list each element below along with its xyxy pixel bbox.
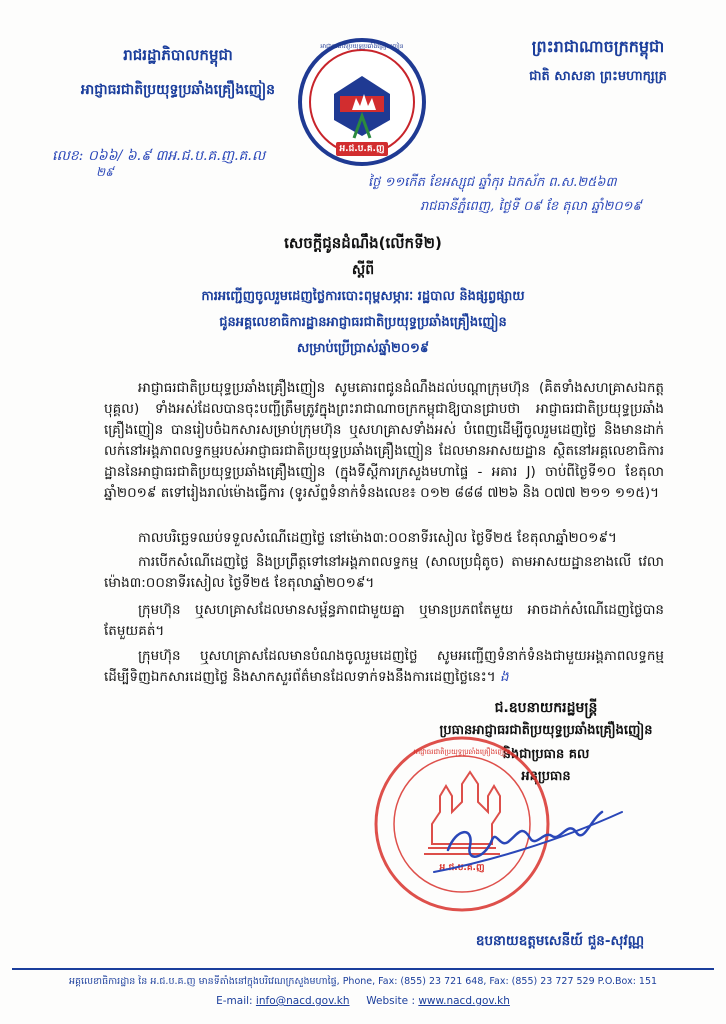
logo-bottom-text: អ.ជ.ប.គ.ញ bbox=[339, 144, 385, 154]
footer-address: អគ្គលេខាធិការដ្ឋាន នៃ អ.ជ.ប.គ.ញ មានទីតាំងនៅក្នុងបរិវេណក្រសួងមហាផ្ទៃ, Phone, Fax: (855) 23 721 648, Fax: (855) 23 727 529 P.O.Box: 151 bbox=[68, 976, 658, 987]
body-paragraph-3-text: ការបើកសំណើដេញថ្លៃ និងប្រព្រឹត្តទៅនៅអង្គភាពលទ្ធកម្ម (សាលប្រជុំតូច) តាមអាសយដ្ឋានខាងលើ វេលាម៉ោង៣:០០នាទីរសៀល ថ្ងៃទី២៥ ខែតុលាឆ្នាំ២០១៩។ bbox=[104, 554, 664, 591]
body-paragraph-4 bbox=[104, 600, 664, 642]
header-left-line1: រាជរដ្ឋាភិបាលកម្ពុជា bbox=[123, 46, 233, 64]
nacd-logo bbox=[296, 36, 428, 168]
footer-email-label: E-mail: bbox=[216, 995, 253, 1007]
footer-divider bbox=[12, 968, 714, 970]
notice-subject-label: ស្តីពី bbox=[351, 262, 375, 278]
lunar-date: ថ្ងៃ ១១កើត ខែអស្សុជ ឆ្នាំកុរ ឯកស័ក ព.ស.២៥៦៣ bbox=[368, 175, 617, 190]
body-paragraph-1 bbox=[104, 378, 664, 504]
ref-number: លេខ: ០៦៦/ ៦.៩ ៣អ.ជ.ប.គ.ញ.គ.ល bbox=[52, 148, 266, 164]
signature-line1: ជ.ឧបនាយករដ្ឋមន្ត្រី bbox=[494, 700, 598, 716]
notice-subject-line2: ជូនអគ្គលេខាធិការដ្ឋានអាជ្ញាធរជាតិប្រយុទ្ធប្រឆាំងគ្រឿងញៀន bbox=[219, 315, 507, 330]
body-paragraph-2 bbox=[104, 528, 664, 549]
handwritten-signature bbox=[426, 790, 626, 880]
body-paragraph-1-text: អាជ្ញាធរជាតិប្រយុទ្ធប្រឆាំងគ្រឿងញៀន សូមគោរពជូនដំណឹងដល់បណ្តាក្រុមហ៊ុន (គិតទាំងសហគ្រាសឯកត្តបុគ្គល) ទាំងអស់ដែលបានចុះបញ្ជីត្រឹមត្រូវក្នុងព្រះរាជាណាចក្រកម្ពុជាឱ្យបានជ្រាបថា អាជ្ញាធរជាតិប្រយុទ្ធប្រឆាំងគ្រឿងញៀន បានរៀបចំឯកសារសម្រាប់ក្រុមហ៊ុន ឬសហគ្រាសទាំងអស់ បំពេញដើម្បីចូលរួមដេញថ្លៃ និងមានដាក់លក់នៅអង្គភាពលទ្ធកម្មរបស់អាជ្ញាធរជាតិប្រយុទ្ធប្រឆាំងគ្រឿងញៀន ដែលមានអាសយដ្ឋាន ស្ថិតនៅអគ្គលេខាធិការដ្ឋាននៃអាជ្ញាធរជាតិប្រយុទ្ធប្រឆាំងគ្រឿងញៀន (ក្នុងទីស្តីការក្រសួងមហាផ្ទៃ - អគារ J) ចាប់ពីថ្ងៃទី១០ ខែតុលា ឆ្នាំ២០១៩ តទៅរៀងរាល់ម៉ោងធ្វើការ (ទូរស័ព្ទទំនាក់ទំនងលេខ៖ ០១២ ៨៨៨ ៧២៦ និង ០៧៧ ២១១ ១១៥)។ bbox=[104, 380, 664, 501]
body-paragraph-5-text: ក្រុមហ៊ុន ឬសហគ្រាសដែលមានបំណងចូលរួមដេញថ្លៃ សូមអញ្ជើញទំនាក់ទំនងជាមួយអង្គភាពលទ្ធកម្ម ដើម្បីទិញឯកសារដេញថ្លៃ និងសាកសួរព័ត៌មានដែលទាក់ទងនឹងការដេញថ្លៃនេះ។ bbox=[104, 648, 664, 685]
notice-subject-line3: សម្រាប់ប្រើប្រាស់ឆ្នាំ២០១៩ bbox=[296, 341, 430, 356]
signature-line4: អនុប្រធាន bbox=[521, 769, 571, 784]
ref-sub: ២៩ bbox=[96, 165, 114, 179]
notice-title: សេចក្តីជូនដំណឹង(លើកទី២) bbox=[284, 234, 442, 252]
footer-website-link[interactable]: www.nacd.gov.kh bbox=[418, 995, 510, 1007]
header-right-line2: ជាតិ សាសនា ព្រះមហាក្សត្រ bbox=[529, 69, 667, 84]
body-paragraph-4-text: ក្រុមហ៊ុន ឬសហគ្រាសដែលមានសម្ព័ន្ធភាពជាមួយគ្នា ឬមានប្រភពតែមួយ អាចដាក់សំណើដេញថ្លៃបានតែមួយគត់។ bbox=[104, 602, 664, 639]
signature-line2: ប្រធានអាជ្ញាធរជាតិប្រយុទ្ធប្រឆាំងគ្រឿងញៀន bbox=[439, 723, 653, 738]
body-paragraph-3 bbox=[104, 552, 664, 594]
header-right-line1: ព្រះរាជាណាចក្រកម្ពុជា bbox=[531, 37, 665, 56]
signature-line3: និងជាប្រធាន គល bbox=[502, 747, 590, 762]
footer-website-label: Website : bbox=[366, 995, 415, 1007]
notice-subject-line1: ការអញ្ជើញចូលរួមដេញថ្លៃការបោះពុម្ពសម្ភារៈ រដ្ឋបាល និងផ្សព្វផ្សាយ bbox=[201, 289, 525, 304]
footer-contact bbox=[12, 995, 714, 1007]
stamp-text: អាជ្ញាធរជាតិប្រយុទ្ធប្រឆាំងគ្រឿងញៀន bbox=[413, 748, 511, 756]
header-left-line2: អាជ្ញាធរជាតិប្រយុទ្ធប្រឆាំងគ្រឿងញៀន bbox=[80, 82, 276, 98]
solar-date: រាជធានីភ្នំពេញ, ថ្ងៃទី ០៩ ខែ តុលា ឆ្នាំ២០១៩ bbox=[420, 199, 642, 214]
footer-email-link[interactable]: info@nacd.gov.kh bbox=[255, 995, 350, 1007]
stamp-sub: អ.ជ.ប.គ.ញ bbox=[439, 863, 485, 873]
initial-mark: ង bbox=[499, 669, 509, 685]
logo-top-text: អាជ្ញាធរជាតិប្រយុទ្ធប្រឆាំងគ្រឿងញៀន bbox=[320, 43, 404, 50]
signatory-name: ឧបនាយឧត្តមសេនីយ៍ ជួន-សុវណ្ណ bbox=[475, 933, 645, 949]
body-paragraph-5 bbox=[104, 646, 664, 688]
body-paragraph-2-text: កាលបរិច្ឆេទឈប់ទទួលសំណើដេញថ្លៃ នៅម៉ោង៣:០០នាទីរសៀល ថ្ងៃទី២៥ ខែតុលាឆ្នាំ២០១៩។ bbox=[138, 530, 617, 546]
